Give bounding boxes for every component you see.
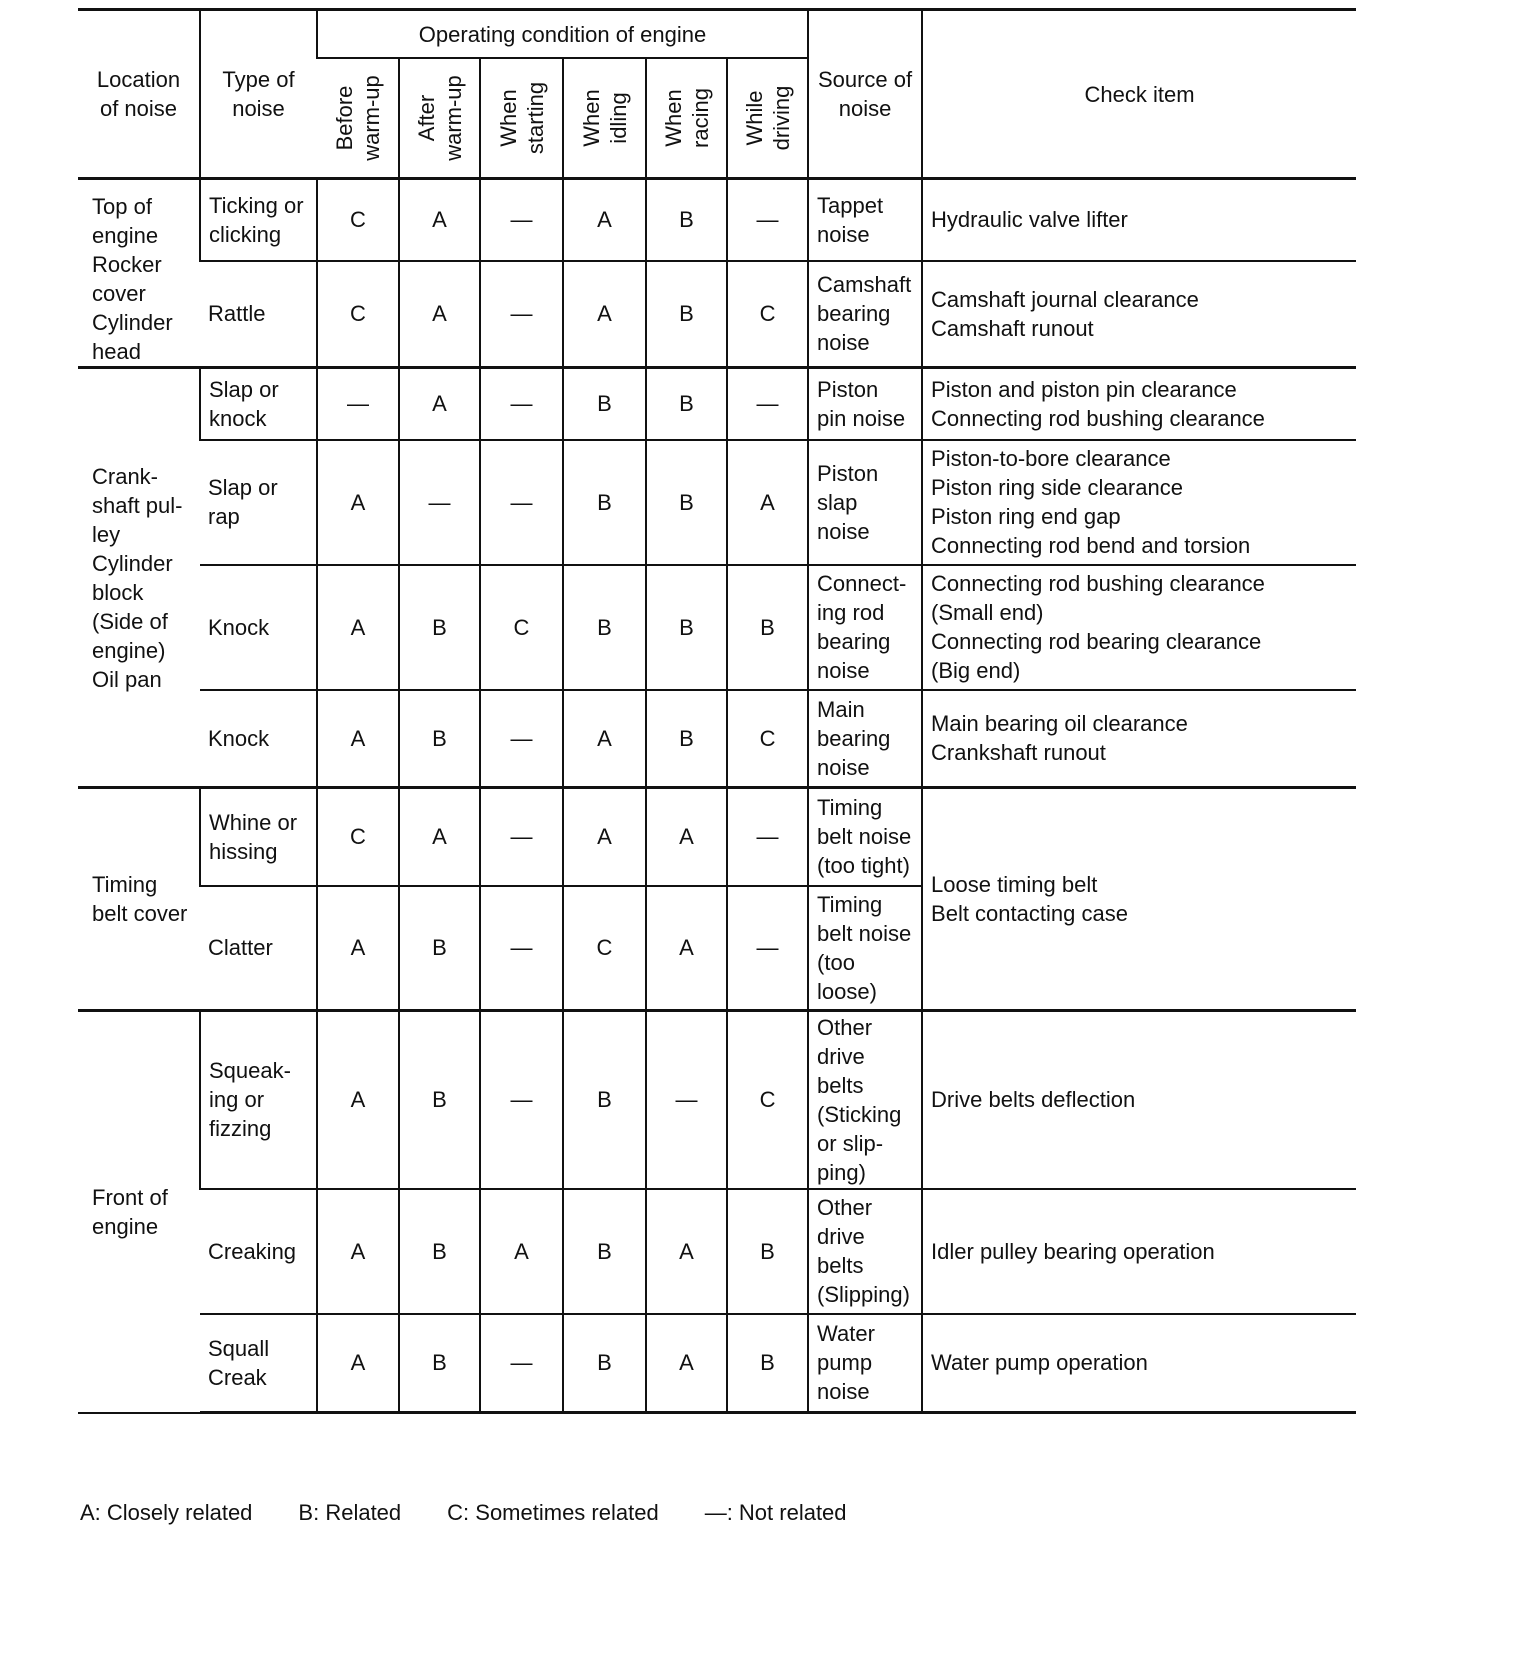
check-item-cell: Main bearing oil clearance Crankshaft runout: [922, 690, 1356, 788]
condition-cell: A: [646, 1189, 727, 1314]
condition-cell: B: [727, 565, 808, 690]
header-type: Type of noise: [200, 10, 317, 179]
condition-cell: B: [646, 179, 727, 261]
condition-cell: A: [399, 179, 480, 261]
header-condition-when-idling: When idling: [563, 58, 646, 179]
condition-cell: —: [480, 886, 563, 1011]
condition-cell: A: [317, 1011, 399, 1189]
condition-cell: A: [317, 1189, 399, 1314]
check-item-cell: Camshaft journal clearance Camshaft runout: [922, 261, 1356, 368]
condition-cell: B: [399, 690, 480, 788]
header-check-item: Check item: [922, 10, 1356, 179]
condition-cell: B: [399, 1011, 480, 1189]
condition-cell: B: [399, 1314, 480, 1413]
condition-cell: A: [317, 886, 399, 1011]
condition-cell: B: [563, 1189, 646, 1314]
legend-c: C: Sometimes related: [447, 1500, 659, 1525]
legend-dash: —: Not related: [704, 1500, 847, 1525]
condition-cell: A: [646, 788, 727, 886]
legend-b: B: Related: [298, 1500, 402, 1525]
check-item-cell: Hydraulic valve lifter: [922, 179, 1356, 261]
table-row: [78, 179, 1356, 261]
check-item-cell: Loose timing belt Belt contacting case: [922, 788, 1356, 1011]
condition-cell: A: [563, 690, 646, 788]
location-cell: Front of engine: [78, 1011, 200, 1413]
condition-cell: C: [727, 1011, 808, 1189]
condition-cell: B: [727, 1314, 808, 1413]
condition-cell: A: [399, 788, 480, 886]
condition-cell: C: [317, 179, 399, 261]
noise-type-cell: Whine or hissing: [200, 788, 317, 886]
noise-source-cell: Timing belt noise (too tight): [808, 788, 922, 886]
table-row: [78, 261, 1356, 368]
location-cell: Top of engine Rocker cover Cylinder head: [78, 179, 200, 368]
location-cell: Crank- shaft pul- ley Cylinder block (Side of engine) Oil pan: [78, 368, 200, 788]
header-condition-when-racing: When racing: [646, 58, 727, 179]
noise-type-cell: Slap or rap: [200, 440, 317, 565]
condition-cell: B: [646, 368, 727, 440]
condition-cell: C: [727, 690, 808, 788]
condition-cell: A: [399, 368, 480, 440]
noise-source-cell: Water pump noise: [808, 1314, 922, 1413]
condition-cell: B: [563, 368, 646, 440]
table-row: [78, 565, 1356, 690]
condition-cell: —: [480, 368, 563, 440]
condition-cell: —: [399, 440, 480, 565]
header-condition-after-warmup: After warm-up: [399, 58, 480, 179]
condition-cell: —: [480, 179, 563, 261]
noise-type-cell: Slap or knock: [200, 368, 317, 440]
condition-cell: B: [646, 261, 727, 368]
condition-cell: B: [563, 565, 646, 690]
condition-cell: A: [563, 179, 646, 261]
noise-source-cell: Main bearing noise: [808, 690, 922, 788]
noise-source-cell: Piston slap noise: [808, 440, 922, 565]
header-condition-when-starting: When starting: [480, 58, 563, 179]
condition-cell: —: [480, 261, 563, 368]
condition-cell: —: [480, 690, 563, 788]
noise-source-cell: Timing belt noise (too loose): [808, 886, 922, 1011]
noise-source-cell: Piston pin noise: [808, 368, 922, 440]
noise-type-cell: Creaking: [200, 1189, 317, 1314]
condition-cell: B: [646, 690, 727, 788]
condition-cell: A: [646, 1314, 727, 1413]
table-row: [78, 440, 1356, 565]
condition-cell: A: [646, 886, 727, 1011]
check-item-cell: Drive belts deflection: [922, 1011, 1356, 1189]
noise-source-cell: Other drive belts (Slipping): [808, 1189, 922, 1314]
table-row: [78, 1011, 1356, 1189]
table-row: [78, 368, 1356, 440]
engine-noise-table: [78, 8, 1356, 1414]
condition-cell: C: [317, 788, 399, 886]
condition-cell: —: [480, 440, 563, 565]
noise-source-cell: Tappet noise: [808, 179, 922, 261]
condition-cell: A: [317, 565, 399, 690]
condition-cell: —: [480, 1314, 563, 1413]
noise-source-cell: Other drive belts (Sticking or slip- ping): [808, 1011, 922, 1189]
legend-a: A: Closely related: [80, 1500, 253, 1525]
condition-cell: B: [727, 1189, 808, 1314]
condition-cell: —: [317, 368, 399, 440]
noise-diagnosis-sheet: [78, 8, 1356, 1414]
condition-cell: A: [317, 440, 399, 565]
condition-cell: —: [646, 1011, 727, 1189]
condition-cell: B: [646, 565, 727, 690]
condition-cell: —: [480, 788, 563, 886]
header-source: Source of noise: [808, 10, 922, 179]
header-location: Location of noise: [78, 10, 200, 179]
table-row: [78, 788, 1356, 886]
condition-cell: —: [727, 788, 808, 886]
table-row: [78, 1314, 1356, 1413]
condition-cell: C: [727, 261, 808, 368]
noise-type-cell: Clatter: [200, 886, 317, 1011]
condition-cell: —: [727, 179, 808, 261]
noise-table-body: [78, 179, 1356, 1413]
header-operating-condition: Operating condition of engine: [317, 10, 808, 59]
check-item-cell: Piston and piston pin clearance Connecting rod bushing clearance: [922, 368, 1356, 440]
noise-type-cell: Rattle: [200, 261, 317, 368]
header-condition-while-driving: While driving: [727, 58, 808, 179]
condition-cell: A: [317, 690, 399, 788]
noise-source-cell: Connect- ing rod bearing noise: [808, 565, 922, 690]
condition-cell: B: [563, 440, 646, 565]
condition-cell: B: [399, 1189, 480, 1314]
condition-cell: —: [727, 886, 808, 1011]
check-item-cell: Piston-to-bore clearance Piston ring side clearance Piston ring end gap Connecting rod bend and torsion: [922, 440, 1356, 565]
condition-cell: B: [399, 886, 480, 1011]
condition-cell: C: [563, 886, 646, 1011]
condition-cell: —: [727, 368, 808, 440]
check-item-cell: Water pump operation: [922, 1314, 1356, 1413]
legend: [80, 1500, 893, 1526]
condition-cell: B: [563, 1011, 646, 1189]
condition-cell: C: [317, 261, 399, 368]
condition-cell: A: [727, 440, 808, 565]
condition-cell: A: [563, 261, 646, 368]
location-cell: Timing belt cover: [78, 788, 200, 1011]
condition-cell: C: [480, 565, 563, 690]
noise-source-cell: Camshaft bearing noise: [808, 261, 922, 368]
noise-type-cell: Squeak- ing or fizzing: [200, 1011, 317, 1189]
condition-cell: A: [563, 788, 646, 886]
check-item-cell: Idler pulley bearing operation: [922, 1189, 1356, 1314]
condition-cell: B: [399, 565, 480, 690]
condition-cell: A: [480, 1189, 563, 1314]
noise-type-cell: Ticking or clicking: [200, 179, 317, 261]
condition-cell: A: [317, 1314, 399, 1413]
noise-type-cell: Squall Creak: [200, 1314, 317, 1413]
table-row: [78, 1189, 1356, 1314]
check-item-cell: Connecting rod bushing clearance (Small end) Connecting rod bearing clearance (Big end): [922, 565, 1356, 690]
condition-cell: B: [563, 1314, 646, 1413]
header-condition-before-warmup: Before warm-up: [317, 58, 399, 179]
condition-cell: A: [399, 261, 480, 368]
noise-type-cell: Knock: [200, 565, 317, 690]
condition-cell: B: [646, 440, 727, 565]
table-row: [78, 690, 1356, 788]
noise-type-cell: Knock: [200, 690, 317, 788]
condition-cell: —: [480, 1011, 563, 1189]
